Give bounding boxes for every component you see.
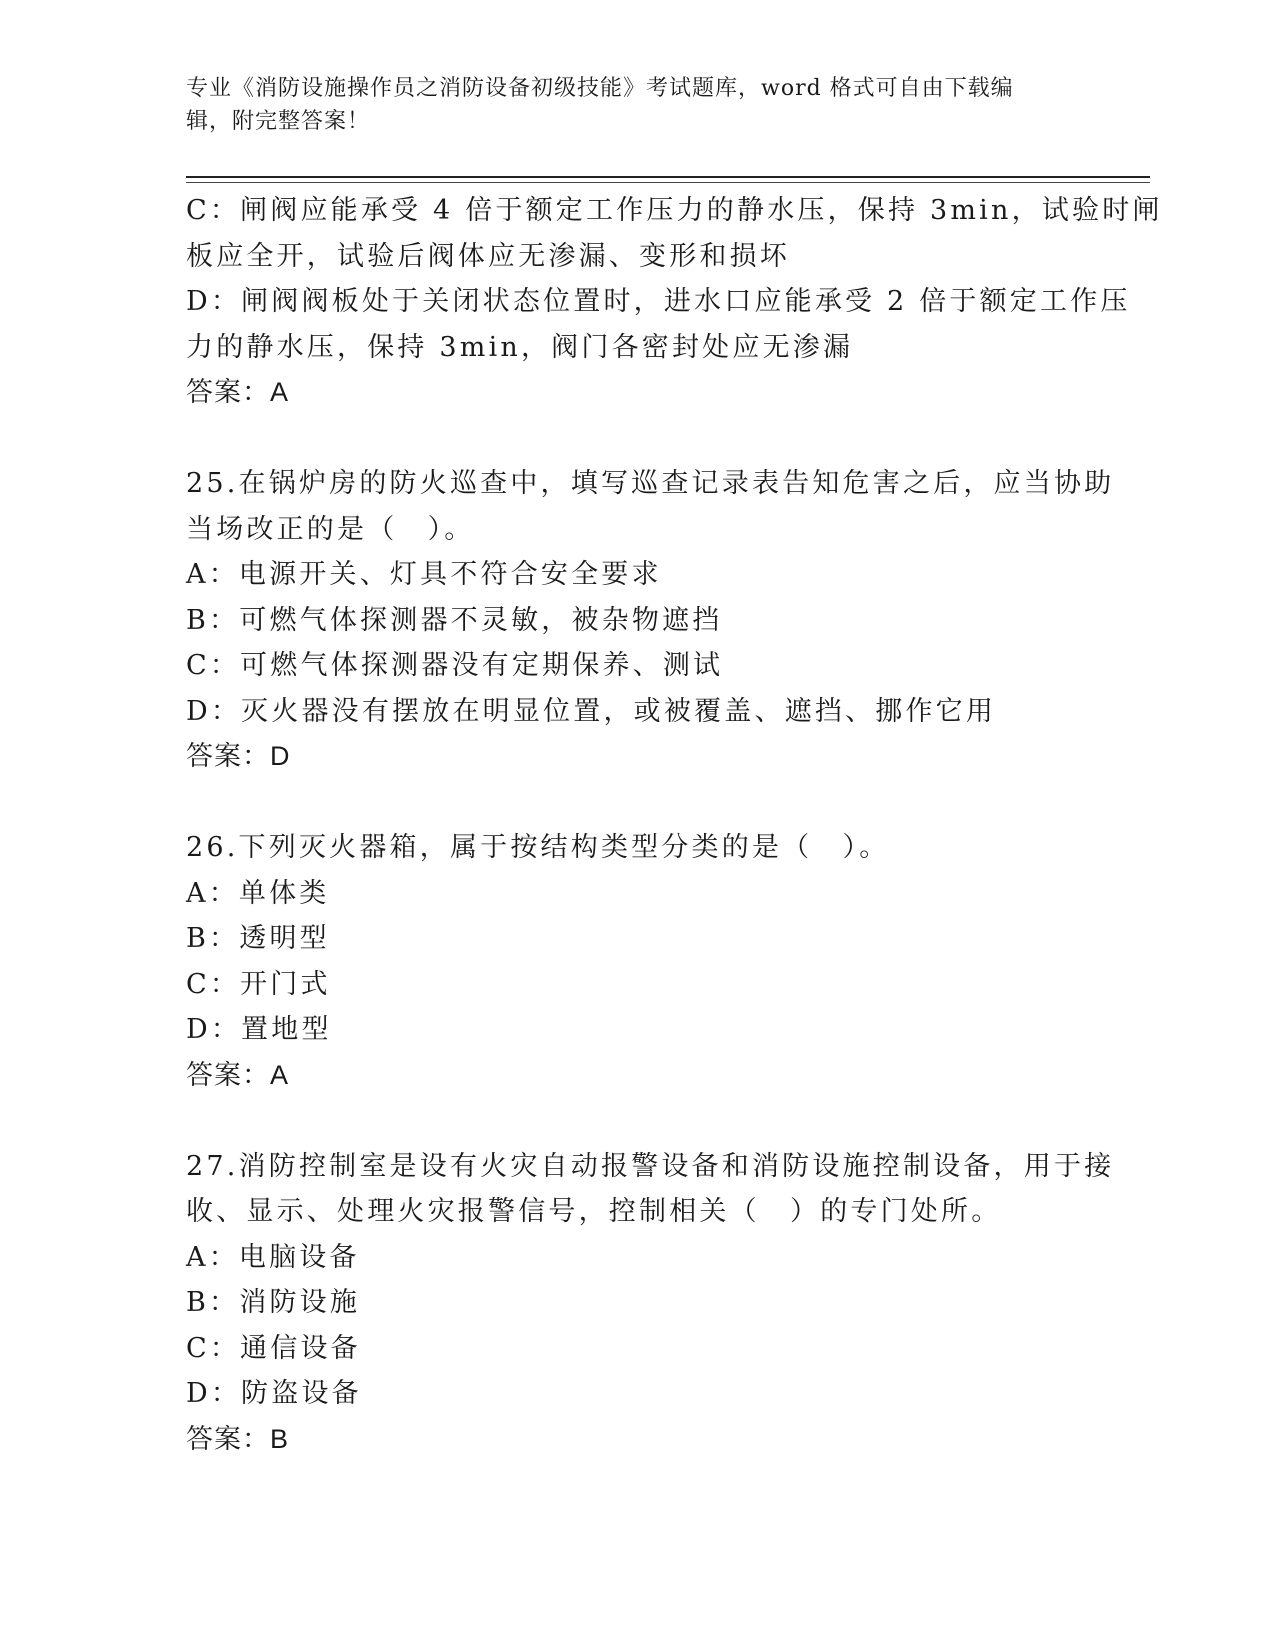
option-d-line-2: 力的静水压，保持 3min，阀门各密封处应无渗漏 xyxy=(186,331,854,363)
spacer xyxy=(186,1098,1066,1144)
header-line-2: 辑，附完整答案！ xyxy=(186,109,371,134)
option-c-line-2: 板应全开，试验后阀体应无渗漏、变形和损坏 xyxy=(186,240,790,272)
question-stem-line-1: 27.消防控制室是设有火灾自动报警设备和消防设施控制设备，用于接 xyxy=(186,1150,1115,1182)
option-c: C：可燃气体探测器没有定期保养、测试 xyxy=(186,650,724,681)
spacer xyxy=(186,416,1066,462)
question-24-continued xyxy=(186,188,1163,416)
question-stem-line-1: 26.下列灭火器箱，属于按结构类型分类的是（ ）。 xyxy=(186,832,890,863)
option-b: B：透明型 xyxy=(186,923,330,954)
option-c: C：通信设备 xyxy=(186,1332,361,1364)
header-line-1: 专业《消防设施操作员之消防设备初级技能》考试题库，word 格式可自由下载编 xyxy=(186,76,1014,101)
header-divider-thick xyxy=(186,176,1150,178)
option-d: D：置地型 xyxy=(186,1014,332,1045)
option-c: C：开门式 xyxy=(186,968,331,1000)
option-d: D：灭火器没有摆放在明显位置，或被覆盖、遮挡、挪作它用 xyxy=(186,695,997,727)
question-26 xyxy=(186,825,1066,1098)
option-d: D：防盗设备 xyxy=(186,1378,362,1409)
option-b: B：可燃气体探测器不灵敏，被杂物遮挡 xyxy=(186,604,723,636)
question-27 xyxy=(186,1144,1115,1463)
answer-line: 答案：A xyxy=(186,377,290,407)
question-25 xyxy=(186,461,1115,780)
question-stem-line-2: 收、显示、处理火灾报警信号，控制相关（ ）的专门处所。 xyxy=(186,1196,1002,1227)
option-a: A：单体类 xyxy=(186,877,330,909)
question-list xyxy=(186,188,1163,1462)
option-a: A：电源开关、灯具不符合安全要求 xyxy=(186,559,662,590)
option-a: A：电脑设备 xyxy=(186,1241,360,1273)
answer-line: 答案：B xyxy=(186,1423,290,1454)
option-d-line-1: D：闸阀阀板处于关闭状态位置时，进水口应能承受 2 倍于额定工作压 xyxy=(186,286,1131,317)
header-divider-thin xyxy=(186,182,1150,183)
spacer xyxy=(186,780,1066,826)
option-c-line-1: C：闸阀应能承受 4 倍于额定工作压力的静水压，保持 3min，试验时闸 xyxy=(186,195,1163,226)
answer-line: 答案：A xyxy=(186,1059,290,1090)
page-header xyxy=(186,72,1066,138)
option-b: B：消防设施 xyxy=(186,1287,361,1318)
question-stem-line-2: 当场改正的是（ ）。 xyxy=(186,513,475,545)
answer-line: 答案：D xyxy=(186,741,291,771)
question-stem-line-1: 25.在锅炉房的防火巡查中，填写巡查记录表告知危害之后，应当协助 xyxy=(186,468,1115,499)
